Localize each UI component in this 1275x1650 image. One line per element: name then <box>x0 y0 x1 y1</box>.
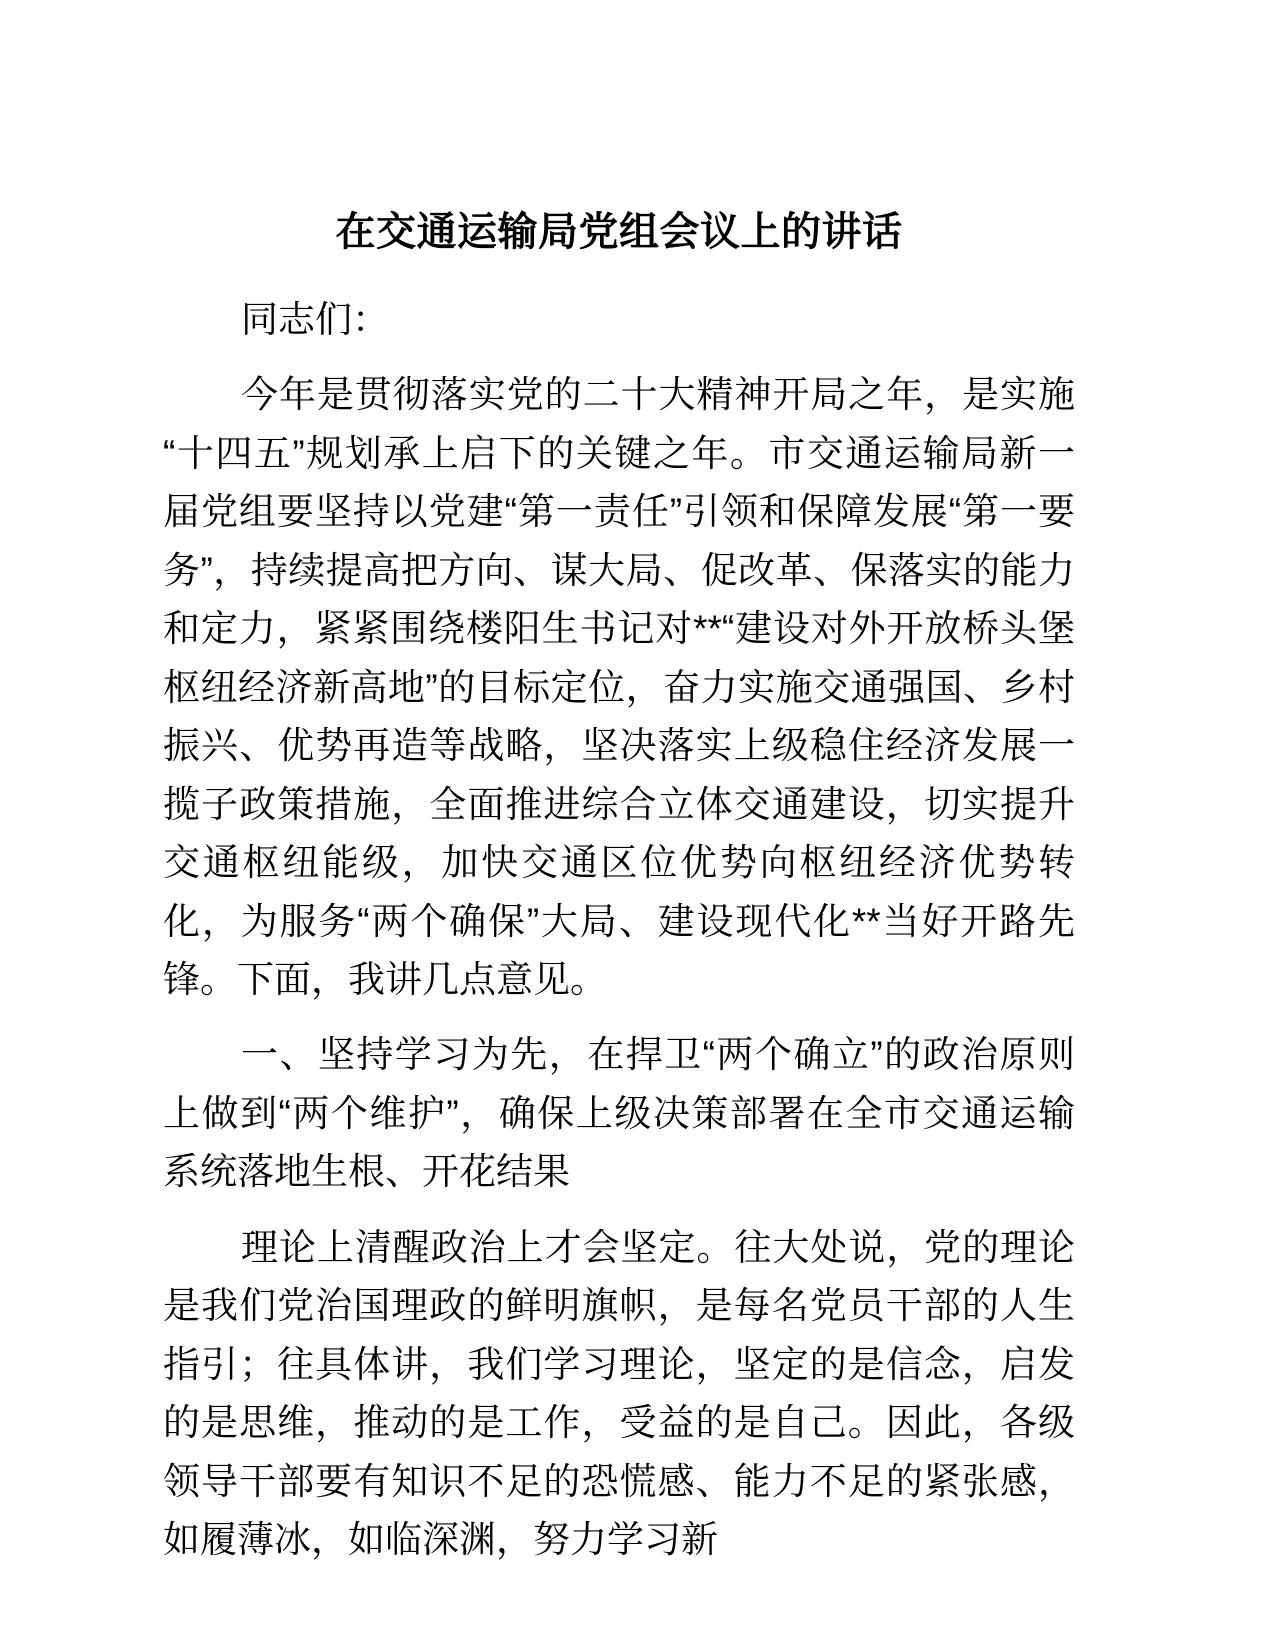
page-content-column <box>163 0 1075 1570</box>
salutation: 同志们： <box>241 299 389 340</box>
body-paragraph-1: 今年是贯彻落实党的二十大精神开局之年，是实施“十四五”规划承上启下的关键之年。市交通运输局新一届党组要坚持以党建“第一责任”引领和保障发展“第一要务”，持续提高把方向、谋大局、促改革、保落实的能力和定力，紧紧围绕楼阳生书记对**“建设对外开放桥头堡枢纽经济新高地”的目标定位，奋力实施交通强国、乡村振兴、优势再造等战略，坚决落实上级稳住经济发展一揽子政策措施，全面推进综合立体交通建设，切实提升交通枢纽能级，加快交通区位优势向枢纽经济优势转化，为服务“两个确保”大局、建设现代化**当好开路先锋。下面，我讲几点意见。 <box>163 374 1075 1000</box>
body-paragraph-2: 理论上清醒政治上才会坚定。往大处说，党的理论是我们党治国理政的鲜明旗帜，是每名党员干部的人生指引；往具体讲，我们学习理论，坚定的是信念，启发的是思维，推动的是工作，受益的是自己。因此，各级领导干部要有知识不足的恐慌感、能力不足的紧张感，如履薄冰，如临深渊，努力学习新 <box>163 1226 1075 1561</box>
page-title: 在交通运输局党组会议上的讲话 <box>335 210 903 254</box>
section-heading-1: 一、坚持学习为先，在捍卫“两个确立”的政治原则上做到“两个维护”，确保上级决策部署在全市交通运输系统落地生根、开花结果 <box>163 1034 1075 1193</box>
